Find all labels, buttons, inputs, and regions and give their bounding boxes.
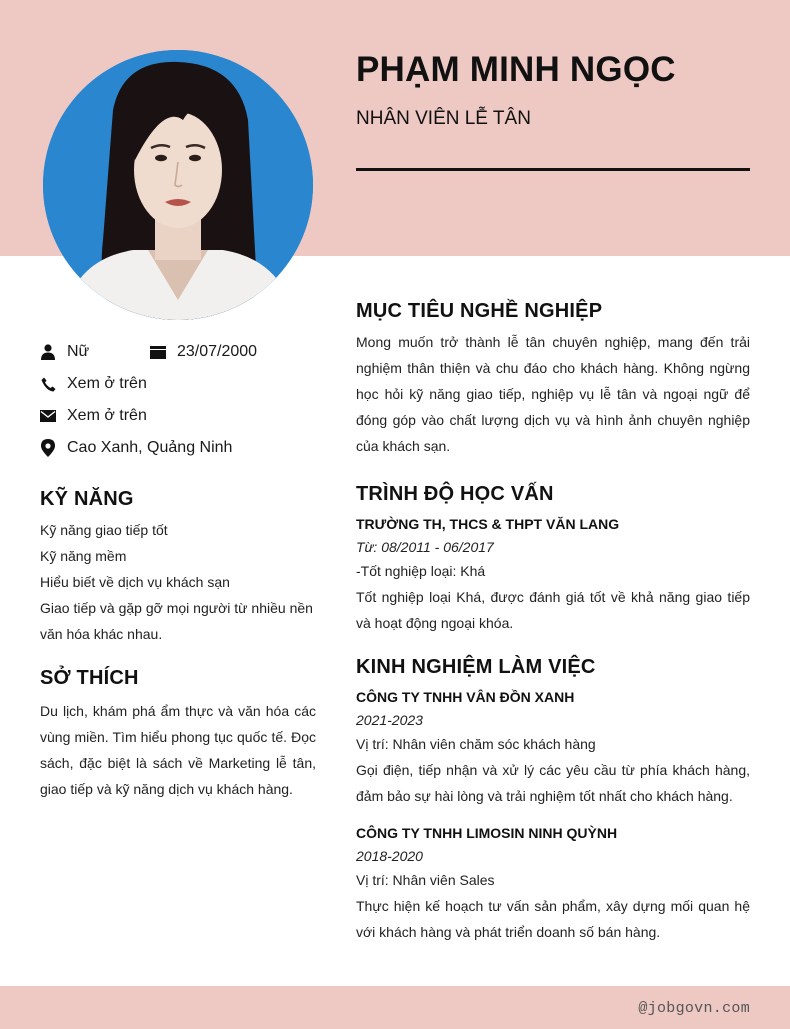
right-column	[356, 300, 750, 945]
footer-brand: @jobgovn.com	[638, 1000, 750, 1017]
job-entry	[356, 823, 750, 945]
education-period: Từ: 08/2011 - 06/2017	[356, 539, 494, 555]
mail-icon	[40, 408, 56, 424]
education-grade: -Tốt nghiệp loại: Khá	[356, 563, 486, 579]
company-name: CÔNG TY TNHH LIMOSIN NINH QUỲNH	[356, 825, 618, 841]
job-description: Thực hiện kế hoạch tư vấn sản phẩm, xây dựng mối quan hệ với khách hàng và phát triển doanh số bán hàng.	[356, 898, 750, 940]
person-icon	[40, 344, 56, 360]
footer-band	[0, 986, 790, 1029]
job-entry	[356, 687, 750, 809]
candidate-name: PHẠM MINH NGỌC	[356, 50, 676, 89]
skill-item: Kỹ năng giao tiếp tốt	[40, 522, 168, 538]
hobbies-title: SỞ THÍCH	[40, 667, 139, 689]
address-value: Cao Xanh, Quảng Ninh	[67, 439, 233, 456]
calendar-icon	[150, 344, 166, 360]
name-divider	[356, 168, 750, 171]
email-row	[40, 400, 316, 432]
gender-value: Nữ	[67, 343, 90, 360]
profile-photo	[43, 50, 313, 320]
experience-title: KINH NGHIỆM LÀM VIỆC	[356, 656, 596, 678]
address-row	[40, 432, 316, 464]
job-position: Vị trí: Nhân viên Sales	[356, 872, 495, 888]
company-name: CÔNG TY TNHH VÂN ĐỒN XANH	[356, 689, 575, 705]
skill-item: Kỹ năng mềm	[40, 548, 127, 564]
left-column	[40, 336, 316, 802]
education-detail: Tốt nghiệp loại Khá, được đánh giá tốt về khả năng giao tiếp và hoạt động ngoại khóa.	[356, 589, 750, 631]
phone-row	[40, 368, 316, 400]
location-pin-icon	[40, 440, 56, 456]
birthdate-item	[150, 343, 257, 361]
job-description: Gọi điện, tiếp nhận và xử lý các yêu cầu từ phía khách hàng, đảm bảo sự hài lòng và trải nghiệm tốt nhất cho khách hàng.	[356, 762, 750, 804]
gender-item	[40, 343, 150, 361]
phone-icon	[40, 376, 56, 392]
job-title: NHÂN VIÊN LỄ TÂN	[356, 108, 531, 129]
birthdate-value: 23/07/2000	[177, 343, 258, 360]
skill-item: Hiểu biết về dịch vụ khách sạn	[40, 574, 230, 590]
skill-item: Giao tiếp và gặp gỡ mọi người từ nhiều nền văn hóa khác nhau.	[40, 600, 313, 642]
phone-value: Xem ở trên	[67, 375, 147, 392]
school-name: TRƯỜNG TH, THCS & THPT VĂN LANG	[356, 516, 620, 532]
hobbies-text: Du lịch, khám phá ẩm thực và văn hóa các vùng miền. Tìm hiểu phong tục quốc tế. Đọc sách, đặc biệt là sách về Marketing lễ tân, giao tiếp và kỹ năng dịch vụ khách hàng.	[40, 703, 316, 797]
education-title: TRÌNH ĐỘ HỌC VẤN	[356, 483, 554, 505]
objective-title: MỤC TIÊU NGHỀ NGHIỆP	[356, 300, 603, 322]
skills-list	[40, 517, 316, 647]
objective-text: Mong muốn trở thành lễ tân chuyên nghiệp, mang đến trải nghiệm thân thiện và chu đáo cho khách hàng. Không ngừng học hỏi kỹ năng giao tiếp, nghiệp vụ lễ tân và ngoại ngữ để đóng góp vào chất lượng dịch vụ và hình ảnh chuyên nghiệp của khách sạn.	[356, 334, 750, 454]
email-value: Xem ở trên	[67, 407, 147, 424]
skills-title: KỸ NĂNG	[40, 488, 134, 510]
job-position: Vị trí: Nhân viên chăm sóc khách hàng	[356, 736, 596, 752]
job-period: 2018-2020	[356, 848, 423, 864]
job-period: 2021-2023	[356, 712, 423, 728]
gender-birthdate-row	[40, 336, 316, 368]
